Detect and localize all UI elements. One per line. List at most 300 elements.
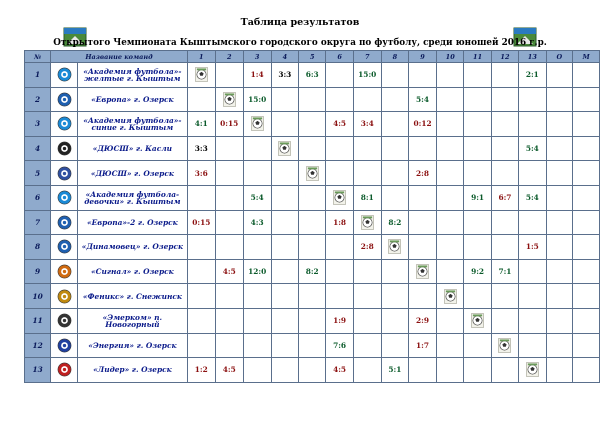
result-cell: 4:5: [326, 358, 353, 383]
team-logo-icon: [57, 289, 72, 304]
result-cell: [519, 259, 546, 284]
football-icon: [416, 264, 429, 279]
team-name: [77, 308, 187, 333]
team-number: 6: [25, 185, 51, 210]
points-cell: [546, 87, 573, 112]
self-match-cell: [271, 136, 298, 161]
points-cell: [546, 235, 573, 260]
header-round-10: 10: [437, 51, 464, 63]
points-cell: [546, 112, 573, 137]
table-row: [25, 112, 600, 137]
header-team: Название команд: [51, 51, 188, 63]
result-cell: [464, 87, 491, 112]
result-cell: [299, 112, 326, 137]
team-city: п. Новогорный: [105, 312, 163, 329]
team-logo: [51, 333, 78, 358]
result-cell: 5:4: [519, 136, 546, 161]
team-number: 2: [25, 87, 51, 112]
result-cell: [187, 284, 215, 309]
team-title: «Академия футбола»-синие: [83, 115, 182, 132]
page-title: Таблица результатов: [240, 17, 360, 28]
result-cell: [437, 235, 464, 260]
team-title: «Академия футбола-девочки»: [84, 189, 180, 206]
place-cell: [573, 210, 600, 235]
result-cell: [381, 185, 408, 210]
result-cell: [437, 136, 464, 161]
result-cell: [243, 136, 271, 161]
result-cell: 4:5: [215, 358, 243, 383]
result-cell: [437, 308, 464, 333]
header-place: М: [573, 51, 600, 63]
team-name: [77, 235, 187, 260]
team-title: «Сигнал»: [91, 266, 132, 276]
result-cell: [243, 308, 271, 333]
result-cell: [187, 333, 215, 358]
table-row: [25, 358, 600, 383]
result-cell: 0:15: [215, 112, 243, 137]
result-cell: [326, 259, 353, 284]
team-logo-icon: [57, 264, 72, 279]
team-name: [77, 284, 187, 309]
result-cell: [437, 358, 464, 383]
place-cell: [573, 112, 600, 137]
team-number: 10: [25, 284, 51, 309]
result-cell: 8:1: [353, 185, 381, 210]
team-city: г. Кыштым: [119, 122, 174, 132]
table-row: [25, 284, 600, 309]
team-logo-icon: [57, 338, 72, 353]
result-cell: [409, 63, 437, 88]
result-cell: [437, 112, 464, 137]
self-match-cell: [326, 185, 353, 210]
place-cell: [573, 358, 600, 383]
result-cell: [381, 333, 408, 358]
result-cell: [243, 161, 271, 186]
result-cell: [215, 308, 243, 333]
result-cell: [271, 185, 298, 210]
table-row: [25, 235, 600, 260]
team-number: 8: [25, 235, 51, 260]
team-logo-icon: [57, 92, 72, 107]
result-cell: [187, 235, 215, 260]
result-cell: 1:7: [409, 333, 437, 358]
team-title: «Европа»: [91, 94, 132, 104]
team-name: [77, 210, 187, 235]
header-points: О: [546, 51, 573, 63]
result-cell: 2:8: [409, 161, 437, 186]
self-match-cell: [519, 358, 546, 383]
result-cell: [409, 235, 437, 260]
table-row: [25, 136, 600, 161]
points-cell: [546, 210, 573, 235]
result-cell: [215, 333, 243, 358]
football-icon: [333, 190, 346, 205]
team-title: «Лидер»: [93, 365, 130, 375]
result-cell: [464, 284, 491, 309]
header-round-9: 9: [409, 51, 437, 63]
result-cell: [353, 161, 381, 186]
team-number: 7: [25, 210, 51, 235]
result-cell: 6:3: [299, 63, 326, 88]
team-title: «Феникс»: [82, 291, 125, 301]
result-cell: [353, 284, 381, 309]
result-cell: 7:1: [491, 259, 518, 284]
result-cell: 4:1: [187, 112, 215, 137]
result-cell: [271, 259, 298, 284]
self-match-cell: [353, 210, 381, 235]
result-cell: 2:1: [519, 63, 546, 88]
result-cell: 9:1: [464, 185, 491, 210]
page-subtitle: Открытого Чемпионата Кыштымского городского округа по футболу, среди юношей 2016 г.р.: [53, 38, 547, 48]
team-name: [77, 87, 187, 112]
result-cell: 3:3: [187, 136, 215, 161]
result-cell: [519, 210, 546, 235]
result-cell: [437, 210, 464, 235]
result-cell: [326, 161, 353, 186]
result-cell: [353, 333, 381, 358]
result-cell: [215, 284, 243, 309]
table-row: [25, 259, 600, 284]
self-match-cell: [299, 161, 326, 186]
table-row: [25, 210, 600, 235]
result-cell: 6:7: [491, 185, 518, 210]
place-cell: [573, 259, 600, 284]
header-round-5: 5: [299, 51, 326, 63]
team-name: [77, 136, 187, 161]
place-cell: [573, 63, 600, 88]
football-icon: [444, 289, 457, 304]
team-city: г. Озерск: [134, 168, 174, 178]
place-cell: [573, 87, 600, 112]
result-cell: 5:4: [519, 185, 546, 210]
result-cell: [299, 284, 326, 309]
result-cell: [353, 259, 381, 284]
team-city: г. Озерск: [143, 242, 183, 252]
result-cell: [381, 87, 408, 112]
self-match-cell: [187, 63, 215, 88]
result-cell: [299, 210, 326, 235]
team-logo-icon: [57, 116, 72, 131]
result-cell: [381, 259, 408, 284]
results-table: [24, 50, 600, 383]
football-icon: [388, 239, 401, 254]
result-cell: [299, 358, 326, 383]
table-row: [25, 308, 600, 333]
team-logo: [51, 284, 78, 309]
result-cell: 8:2: [381, 210, 408, 235]
result-cell: [326, 235, 353, 260]
football-icon: [361, 215, 374, 230]
team-city: г. Кыштым: [126, 196, 181, 206]
result-cell: [437, 185, 464, 210]
result-cell: [187, 308, 215, 333]
team-name: [77, 63, 187, 88]
points-cell: [546, 308, 573, 333]
result-cell: [491, 161, 518, 186]
result-cell: [215, 63, 243, 88]
team-city: г. Кыштым: [126, 73, 181, 83]
self-match-cell: [491, 333, 518, 358]
result-cell: [243, 358, 271, 383]
result-cell: [491, 136, 518, 161]
team-logo: [51, 136, 78, 161]
result-cell: [491, 112, 518, 137]
result-cell: [271, 112, 298, 137]
team-title: «Эмерком»: [102, 312, 152, 322]
points-cell: [546, 259, 573, 284]
team-logo: [51, 112, 78, 137]
self-match-cell: [243, 112, 271, 137]
result-cell: 1:9: [326, 308, 353, 333]
football-icon: [306, 166, 319, 181]
result-cell: [187, 185, 215, 210]
team-name: [77, 112, 187, 137]
result-cell: [409, 210, 437, 235]
header-round-3: 3: [243, 51, 271, 63]
team-logo-icon: [57, 313, 72, 328]
header-num: №: [25, 51, 51, 63]
team-logo-icon: [57, 362, 72, 377]
place-cell: [573, 136, 600, 161]
team-name: [77, 161, 187, 186]
self-match-cell: [409, 259, 437, 284]
result-cell: [491, 210, 518, 235]
team-number: 9: [25, 259, 51, 284]
result-cell: 4:3: [243, 210, 271, 235]
team-number: 12: [25, 333, 51, 358]
points-cell: [546, 284, 573, 309]
result-cell: [464, 161, 491, 186]
points-cell: [546, 358, 573, 383]
team-logo-icon: [57, 141, 72, 156]
result-cell: 3:4: [353, 112, 381, 137]
result-cell: [409, 185, 437, 210]
result-cell: [464, 112, 491, 137]
result-cell: [299, 136, 326, 161]
team-city: г. Озерск: [136, 340, 177, 350]
result-cell: 1:4: [243, 63, 271, 88]
result-cell: 3:3: [271, 63, 298, 88]
points-cell: [546, 136, 573, 161]
result-cell: [464, 136, 491, 161]
header-round-7: 7: [353, 51, 381, 63]
result-cell: [437, 259, 464, 284]
team-logo: [51, 259, 78, 284]
place-cell: [573, 161, 600, 186]
football-icon: [278, 141, 291, 156]
result-cell: [326, 63, 353, 88]
team-number: 3: [25, 112, 51, 137]
table-row: [25, 87, 600, 112]
team-city: г. Озерск: [133, 94, 174, 104]
result-cell: [271, 210, 298, 235]
team-logo-icon: [57, 67, 72, 82]
team-logo: [51, 161, 78, 186]
header-round-13: 13: [519, 51, 546, 63]
result-cell: [437, 63, 464, 88]
result-cell: 5:1: [381, 358, 408, 383]
result-cell: [464, 63, 491, 88]
table-row: [25, 161, 600, 186]
result-cell: [519, 161, 546, 186]
result-cell: 0:15: [187, 210, 215, 235]
result-cell: 1:8: [326, 210, 353, 235]
result-cell: 5:4: [243, 185, 271, 210]
self-match-cell: [464, 308, 491, 333]
result-cell: [299, 87, 326, 112]
points-cell: [546, 161, 573, 186]
result-cell: [243, 333, 271, 358]
team-number: 1: [25, 63, 51, 88]
result-cell: [271, 235, 298, 260]
table-row: [25, 185, 600, 210]
football-icon: [526, 362, 539, 377]
result-cell: [187, 259, 215, 284]
football-icon: [498, 338, 511, 353]
result-cell: [519, 333, 546, 358]
result-cell: [271, 333, 298, 358]
result-cell: 0:12: [409, 112, 437, 137]
football-icon: [223, 92, 236, 107]
team-title: «Европа»-2 г. Озерск: [87, 217, 178, 227]
header-round-6: 6: [326, 51, 353, 63]
result-cell: [491, 308, 518, 333]
team-logo: [51, 308, 78, 333]
result-cell: 15:0: [353, 63, 381, 88]
header-round-12: 12: [491, 51, 518, 63]
result-cell: 1:5: [519, 235, 546, 260]
table-header-row: [25, 51, 600, 63]
team-city: г. Озерск: [131, 365, 172, 375]
table-row: [25, 63, 600, 88]
result-cell: [271, 161, 298, 186]
result-cell: [381, 284, 408, 309]
team-logo: [51, 210, 78, 235]
result-cell: 3:6: [187, 161, 215, 186]
result-cell: [409, 136, 437, 161]
result-cell: [299, 185, 326, 210]
result-cell: [381, 136, 408, 161]
result-cell: 9:2: [464, 259, 491, 284]
result-cell: [437, 87, 464, 112]
team-logo-icon: [57, 239, 72, 254]
result-cell: [215, 235, 243, 260]
result-cell: [271, 284, 298, 309]
place-cell: [573, 333, 600, 358]
result-cell: [215, 161, 243, 186]
result-cell: [187, 87, 215, 112]
self-match-cell: [437, 284, 464, 309]
result-cell: [353, 136, 381, 161]
result-cell: [437, 161, 464, 186]
team-logo-icon: [57, 166, 72, 181]
result-cell: [464, 333, 491, 358]
team-number: 11: [25, 308, 51, 333]
result-cell: [353, 308, 381, 333]
result-cell: [464, 358, 491, 383]
result-cell: 7:6: [326, 333, 353, 358]
result-cell: [353, 87, 381, 112]
result-cell: [299, 308, 326, 333]
result-cell: 2:9: [409, 308, 437, 333]
team-number: 4: [25, 136, 51, 161]
table-row: [25, 333, 600, 358]
result-cell: [519, 112, 546, 137]
header-round-8: 8: [381, 51, 408, 63]
result-cell: [271, 358, 298, 383]
self-match-cell: [215, 87, 243, 112]
place-cell: [573, 185, 600, 210]
result-cell: [464, 235, 491, 260]
result-cell: [326, 87, 353, 112]
result-cell: [271, 308, 298, 333]
header-round-2: 2: [215, 51, 243, 63]
result-cell: 1:2: [187, 358, 215, 383]
result-cell: [243, 284, 271, 309]
result-cell: [491, 63, 518, 88]
result-cell: 4:5: [326, 112, 353, 137]
football-icon: [251, 116, 264, 131]
football-icon: [195, 67, 208, 82]
team-logo: [51, 87, 78, 112]
team-title: «Динамовец»: [81, 242, 141, 252]
self-match-cell: [381, 235, 408, 260]
place-cell: [573, 235, 600, 260]
points-cell: [546, 63, 573, 88]
team-title: «ДЮСШ» г. Касли: [92, 143, 172, 153]
team-name: [77, 333, 187, 358]
result-cell: [381, 161, 408, 186]
result-cell: [437, 333, 464, 358]
team-city: г. Озерск: [133, 266, 174, 276]
result-cell: [215, 185, 243, 210]
result-cell: [491, 358, 518, 383]
result-cell: [464, 210, 491, 235]
result-cell: [519, 87, 546, 112]
team-logo: [51, 358, 78, 383]
result-cell: 4:5: [215, 259, 243, 284]
points-cell: [546, 185, 573, 210]
result-cell: [491, 87, 518, 112]
result-cell: [381, 308, 408, 333]
place-cell: [573, 284, 600, 309]
result-cell: [326, 136, 353, 161]
team-logo: [51, 235, 78, 260]
result-cell: [409, 358, 437, 383]
result-cell: 2:8: [353, 235, 381, 260]
result-cell: 5:4: [409, 87, 437, 112]
result-cell: [326, 284, 353, 309]
place-cell: [573, 308, 600, 333]
result-cell: [491, 235, 518, 260]
result-cell: [519, 284, 546, 309]
result-cell: [353, 358, 381, 383]
result-cell: [243, 235, 271, 260]
team-title: «Академия футбола»-желтые: [83, 66, 182, 83]
team-city: г. Снежинск: [126, 291, 182, 301]
result-cell: 15:0: [243, 87, 271, 112]
result-cell: [519, 308, 546, 333]
result-cell: [271, 87, 298, 112]
result-cell: 8:2: [299, 259, 326, 284]
team-logo: [51, 185, 78, 210]
result-cell: [381, 63, 408, 88]
team-name: [77, 259, 187, 284]
header-round-1: 1: [187, 51, 215, 63]
team-title: «Энергия»: [88, 340, 135, 350]
result-cell: [409, 284, 437, 309]
result-cell: [215, 210, 243, 235]
